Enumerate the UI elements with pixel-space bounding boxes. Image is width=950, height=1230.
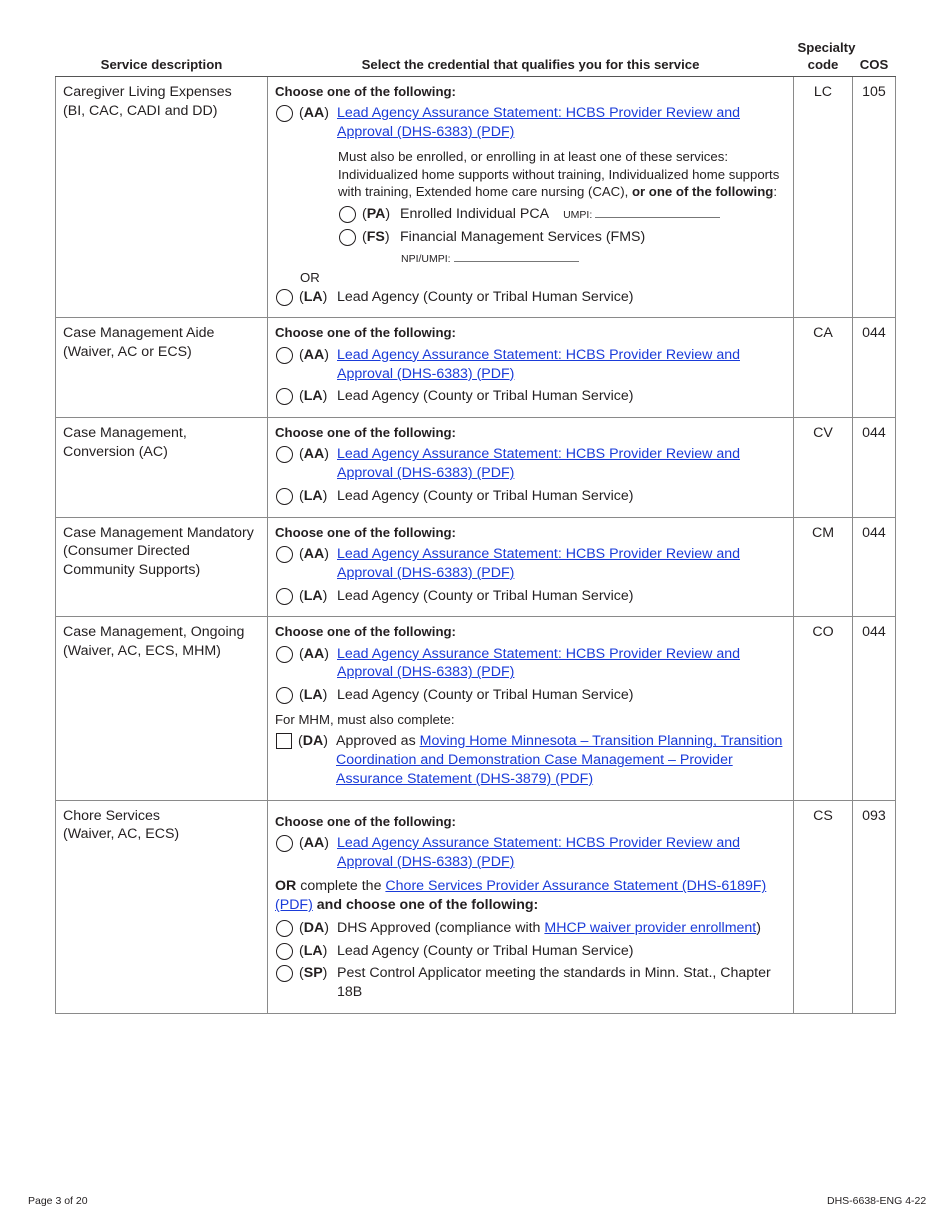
specialty-code: CA <box>794 318 853 418</box>
table-header-row <box>56 40 896 77</box>
dhs-6383-link[interactable]: Lead Agency Assurance Statement: HCBS Provider Review and Approval (DHS-6383) (PDF) <box>337 546 740 581</box>
option-aa <box>275 545 786 582</box>
form-id: DHS-6638-ENG 4-22 <box>827 1195 927 1207</box>
choose-instruction: Choose one of the following: <box>275 524 456 540</box>
option-aa <box>275 445 786 482</box>
table-row <box>56 318 896 418</box>
dhs-6383-link[interactable]: Lead Agency Assurance Statement: HCBS Provider Review and Approval (DHS-6383) (PDF) <box>337 346 740 382</box>
specialty-code: LC <box>794 77 853 318</box>
specialty-code: CS <box>794 800 853 1013</box>
option-code: (AA) <box>299 346 329 363</box>
option-code: (FS) <box>362 228 390 245</box>
option-code: (LA) <box>299 942 328 959</box>
option-code: (AA) <box>299 105 329 122</box>
choose-instruction: Choose one of the following: <box>275 84 456 99</box>
da-prefix: Approved as <box>336 733 416 750</box>
la-radio[interactable] <box>276 588 293 605</box>
option-code: (AA) <box>299 546 329 563</box>
la-radio[interactable] <box>276 943 293 960</box>
chore-or-instruction: OR complete the Chore Services Provider Assurance Statement (DHS-6189F) (PDF) and choose one of the following: <box>275 878 767 914</box>
choose-instruction: Choose one of the following: <box>275 813 456 829</box>
da-radio[interactable] <box>276 920 293 937</box>
table-row <box>56 77 896 318</box>
option-la <box>275 686 786 705</box>
table-row <box>56 617 896 800</box>
table-row <box>56 418 896 518</box>
header-cos: COS <box>853 40 896 77</box>
cos-code: 093 <box>853 800 896 1013</box>
pa-label: Enrolled Individual PCA <box>400 205 550 222</box>
service-credential-table <box>55 40 896 1014</box>
option-code: (AA) <box>299 834 329 851</box>
option-la <box>275 487 786 506</box>
npi-umpi-row <box>401 252 786 267</box>
dhs-3879-link[interactable]: Moving Home Minnesota – Transition Planning, Transition Coordination and Demonstration Case Management – Provider Assurance Statement (DHS-3879) (PDF) <box>336 733 783 787</box>
option-code: (DA) <box>298 733 328 750</box>
service-name: Chore Services (Waiver, AC, ECS) <box>56 800 268 1013</box>
cos-code: 044 <box>853 318 896 418</box>
npi-umpi-label: NPI/UMPI: <box>401 253 451 266</box>
specialty-code: CM <box>794 517 853 617</box>
option-code: (LA) <box>299 288 328 305</box>
option-code: (DA) <box>299 919 329 936</box>
credential-cell <box>268 517 794 617</box>
fs-radio[interactable] <box>339 229 356 246</box>
choose-instruction: Choose one of the following: <box>275 325 456 341</box>
cos-code: 105 <box>853 77 896 318</box>
header-credential: Select the credential that qualifies you for this service <box>268 40 794 77</box>
option-la <box>275 387 786 406</box>
option-code: (LA) <box>299 687 328 704</box>
or-label: OR <box>300 270 320 286</box>
option-aa <box>275 104 786 141</box>
la-radio[interactable] <box>276 289 293 306</box>
enrollment-note: Must also be enrolled, or enrolling in at least one of these services: Individualized home supports without training, Individualized home supports with training, Extended home care nursing (CAC), or one of the following: <box>338 148 780 200</box>
mhm-instruction: For MHM, must also complete: <box>275 711 455 727</box>
la-label: Lead Agency (County or Tribal Human Service) <box>337 388 634 405</box>
la-label: Lead Agency (County or Tribal Human Service) <box>337 487 634 504</box>
specialty-code: CV <box>794 418 853 518</box>
sp-radio[interactable] <box>276 965 293 982</box>
credential-cell <box>268 418 794 518</box>
cos-code: 044 <box>853 517 896 617</box>
aa-radio[interactable] <box>276 105 293 122</box>
option-la <box>275 942 786 961</box>
option-code: (SP) <box>299 965 328 982</box>
option-da: (DA) DHS Approved (compliance with MHCP waiver provider enrollment) <box>275 919 786 938</box>
option-la <box>275 288 786 307</box>
option-aa <box>275 834 786 871</box>
option-pa <box>338 205 786 224</box>
service-name: Case Management Aide (Waiver, AC or ECS) <box>56 318 268 418</box>
dhs-6383-link[interactable]: Lead Agency Assurance Statement: HCBS Provider Review and Approval (DHS-6383) (PDF) <box>337 446 740 482</box>
option-la <box>275 587 786 606</box>
aa-radio[interactable] <box>276 835 293 852</box>
la-radio[interactable] <box>276 488 293 505</box>
service-name: Case Management Mandatory (Consumer Directed Community Supports) <box>56 517 268 617</box>
service-name: Caregiver Living Expenses (BI, CAC, CADI and DD) <box>56 77 268 318</box>
la-radio[interactable] <box>276 388 293 405</box>
da-checkbox[interactable] <box>276 733 292 749</box>
table-row <box>56 800 896 1013</box>
credential-cell <box>268 800 794 1013</box>
service-name: Case Management, Ongoing (Waiver, AC, ECS, MHM) <box>56 617 268 800</box>
sp-label: Pest Control Applicator meeting the standards in Minn. Stat., Chapter 18B <box>337 965 771 1001</box>
aa-radio[interactable] <box>276 546 293 563</box>
choose-instruction: Choose one of the following: <box>275 425 456 441</box>
page-number: Page 3 of 20 <box>28 1195 88 1207</box>
option-da <box>275 732 786 788</box>
option-aa <box>275 346 786 383</box>
credential-cell <box>268 77 794 318</box>
npi-umpi-field[interactable] <box>454 252 579 262</box>
la-label: Lead Agency (County or Tribal Human Service) <box>337 687 634 704</box>
option-code: (LA) <box>299 487 328 504</box>
option-code: (LA) <box>299 388 328 405</box>
option-code: (AA) <box>299 645 329 662</box>
dhs-6383-link[interactable]: Lead Agency Assurance Statement: HCBS Provider Review and Approval (DHS-6383) (PDF) <box>337 645 740 681</box>
la-radio[interactable] <box>276 687 293 704</box>
la-label: Lead Agency (County or Tribal Human Service) <box>337 587 634 604</box>
umpi-label: UMPI: <box>563 208 593 221</box>
cos-code: 044 <box>853 418 896 518</box>
mhcp-enrollment-link[interactable]: MHCP waiver provider enrollment <box>544 919 757 936</box>
header-specialty-code: Specialty code <box>794 40 853 77</box>
umpi-field[interactable] <box>595 208 720 218</box>
aa-radio[interactable] <box>276 446 293 463</box>
service-name: Case Management, Conversion (AC) <box>56 418 268 518</box>
cos-code: 044 <box>853 617 896 800</box>
option-code: (LA) <box>299 587 328 604</box>
aa-radio[interactable] <box>276 347 293 364</box>
credential-cell <box>268 617 794 800</box>
fs-label: Financial Management Services (FMS) <box>400 228 646 245</box>
aa-radio[interactable] <box>276 646 293 663</box>
la-label: Lead Agency (County or Tribal Human Service) <box>337 288 634 305</box>
la-label: Lead Agency (County or Tribal Human Service) <box>337 942 634 959</box>
dhs-6383-link[interactable]: Lead Agency Assurance Statement: HCBS Provider Review and Approval (DHS-6383) (PDF) <box>337 105 740 141</box>
option-code: (PA) <box>362 205 391 222</box>
dhs-6189f-link[interactable]: Chore Services Provider Assurance Statement (DHS-6189F) (PDF) <box>275 878 767 914</box>
choose-instruction: Choose one of the following: <box>275 624 456 640</box>
credential-cell <box>268 318 794 418</box>
option-fs <box>338 228 786 247</box>
option-code: (AA) <box>299 446 329 463</box>
dhs-6383-link[interactable]: Lead Agency Assurance Statement: HCBS Provider Review and Approval (DHS-6383) (PDF) <box>337 834 740 870</box>
table-row <box>56 517 896 617</box>
option-sp <box>275 964 786 1001</box>
specialty-code: CO <box>794 617 853 800</box>
pa-radio[interactable] <box>339 206 356 223</box>
option-aa <box>275 645 786 682</box>
header-service-description: Service description <box>56 40 268 77</box>
